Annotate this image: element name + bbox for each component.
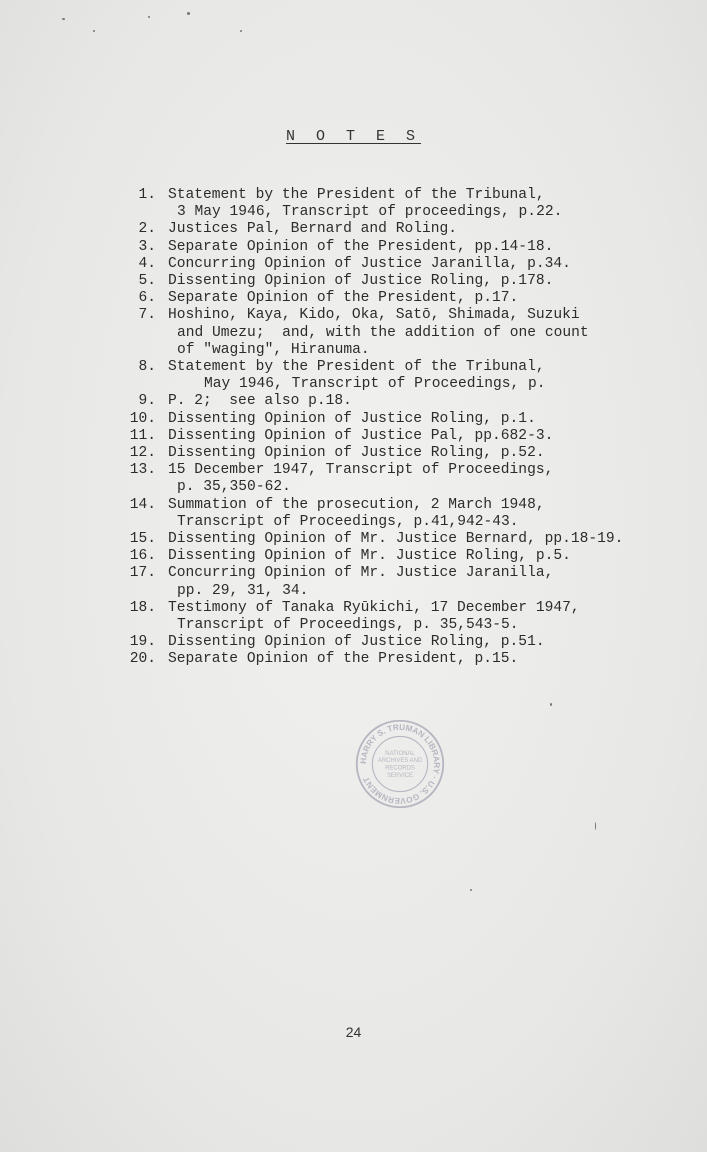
note-line: Justices Pal, Bernard and Roling. <box>168 221 458 238</box>
note-item <box>128 359 623 393</box>
scan-speck <box>470 889 472 891</box>
note-item <box>128 187 623 221</box>
note-number: 2. <box>138 221 156 238</box>
scan-speck <box>595 822 596 830</box>
note-line: and Umezu; and, with the addition of one count <box>177 324 589 341</box>
notes-list <box>128 187 623 669</box>
note-item <box>128 256 623 273</box>
note-text <box>168 290 518 307</box>
note-text <box>168 187 562 221</box>
note-line: Transcript of Proceedings, p. 35,543-5. <box>177 617 519 634</box>
note-line: Dissenting Opinion of Justice Roling, p.178. <box>168 273 554 290</box>
note-number: 11. <box>129 427 156 444</box>
note-line: 15 December 1947, Transcript of Proceedings, <box>168 462 554 479</box>
note-number: 14. <box>129 496 156 513</box>
note-line: Dissenting Opinion of Justice Roling, p.51. <box>168 634 545 651</box>
note-text <box>168 239 553 256</box>
note-number: 8. <box>138 359 156 376</box>
note-number: 19. <box>129 634 156 651</box>
note-line: Testimony of Tanaka Ryūkichi, 17 December 1947, <box>168 599 580 616</box>
note-line: Hoshino, Kaya, Kido, Oka, Satō, Shimada, Suzuki <box>168 307 580 324</box>
page-number: 24 <box>345 1024 362 1040</box>
svg-text:NATIONAL: NATIONAL <box>385 750 415 757</box>
note-number: 1. <box>138 187 156 203</box>
note-line: Concurring Opinion of Mr. Justice Jaranilla, <box>168 565 554 582</box>
note-number: 4. <box>138 255 156 272</box>
note-line: Dissenting Opinion of Justice Roling, p.1. <box>168 410 536 427</box>
note-number: 17. <box>129 565 156 582</box>
note-text <box>168 359 546 393</box>
note-line: Statement by the President of the Tribunal, <box>168 359 545 376</box>
note-line: May 1946, Transcript of Proceedings, p. <box>204 376 546 393</box>
svg-text:ARCHIVES AND: ARCHIVES AND <box>377 758 423 765</box>
note-text <box>168 307 589 359</box>
note-number: 7. <box>138 307 156 324</box>
note-line: Dissenting Opinion of Justice Pal, pp.682-3. <box>168 427 554 444</box>
note-item <box>128 565 623 599</box>
scan-speck <box>240 30 242 32</box>
note-item <box>128 651 623 668</box>
note-line: Concurring Opinion of Justice Jaranilla, p.34. <box>168 255 571 272</box>
note-line: Dissenting Opinion of Justice Roling, p.52. <box>168 445 545 462</box>
note-text <box>168 531 623 548</box>
note-text <box>168 497 545 531</box>
note-item <box>128 445 623 462</box>
note-number: 12. <box>129 445 156 462</box>
scan-speck <box>148 16 150 18</box>
note-line: pp. 29, 31, 34. <box>177 582 309 599</box>
note-item <box>128 273 623 290</box>
note-line: Separate Opinion of the President, p.17. <box>168 290 519 307</box>
note-text <box>168 273 553 290</box>
scan-speck <box>93 30 95 32</box>
note-text <box>168 548 571 565</box>
note-number: 13. <box>129 462 156 479</box>
note-line: p. 35,350-62. <box>177 479 291 496</box>
scan-speck <box>550 703 552 706</box>
note-item <box>128 393 623 410</box>
scan-speck <box>62 18 65 20</box>
note-line: Separate Opinion of the President, pp.14-18. <box>168 238 554 255</box>
note-number: 5. <box>138 273 156 290</box>
note-text <box>168 651 518 668</box>
note-item <box>128 428 623 445</box>
note-item <box>128 548 623 565</box>
scan-speck <box>187 12 190 15</box>
note-number: 20. <box>129 651 156 668</box>
note-item <box>128 290 623 307</box>
note-text <box>168 256 571 273</box>
note-item <box>128 634 623 651</box>
archive-stamp-seal <box>354 718 446 810</box>
note-line: Dissenting Opinion of Mr. Justice Roling, p.5. <box>168 548 571 565</box>
note-number: 16. <box>129 548 156 565</box>
note-item <box>128 531 623 548</box>
note-item <box>128 221 623 238</box>
note-text <box>168 393 352 410</box>
note-line: Dissenting Opinion of Mr. Justice Bernard, pp.18-19. <box>168 531 624 548</box>
note-number: 9. <box>138 393 156 410</box>
note-text <box>168 462 553 496</box>
note-text <box>168 634 545 651</box>
svg-text:RECORDS: RECORDS <box>385 765 415 772</box>
note-item <box>128 462 623 496</box>
note-number: 15. <box>129 531 156 548</box>
note-line: Transcript of Proceedings, p.41,942-43. <box>177 513 519 530</box>
note-item <box>128 600 623 634</box>
svg-text:SERVICE: SERVICE <box>386 772 414 779</box>
note-line: of "waging", Hiranuma. <box>177 341 370 358</box>
note-line: Summation of the prosecution, 2 March 1948, <box>168 496 545 513</box>
note-text <box>168 428 553 445</box>
note-number: 10. <box>129 410 156 427</box>
note-text <box>168 411 536 428</box>
note-text <box>168 600 580 634</box>
svg-text:HARRY S. TRUMAN LIBRARY · U.S.: HARRY S. TRUMAN LIBRARY · U.S. GOVERNMENT <box>358 722 442 806</box>
note-item <box>128 497 623 531</box>
note-line: Separate Opinion of the President, p.15. <box>168 651 519 668</box>
note-text <box>168 565 553 599</box>
notes-heading: N O T E S <box>285 128 421 145</box>
note-line: Statement by the President of the Tribunal, <box>168 187 545 203</box>
note-item <box>128 307 623 359</box>
note-number: 6. <box>138 290 156 307</box>
note-number: 18. <box>129 599 156 616</box>
note-item <box>128 411 623 428</box>
note-line: 3 May 1946, Transcript of proceedings, p.22. <box>177 204 563 221</box>
note-number: 3. <box>138 238 156 255</box>
note-line: P. 2; see also p.18. <box>168 393 352 410</box>
note-text <box>168 221 457 238</box>
note-item <box>128 239 623 256</box>
note-text <box>168 445 545 462</box>
